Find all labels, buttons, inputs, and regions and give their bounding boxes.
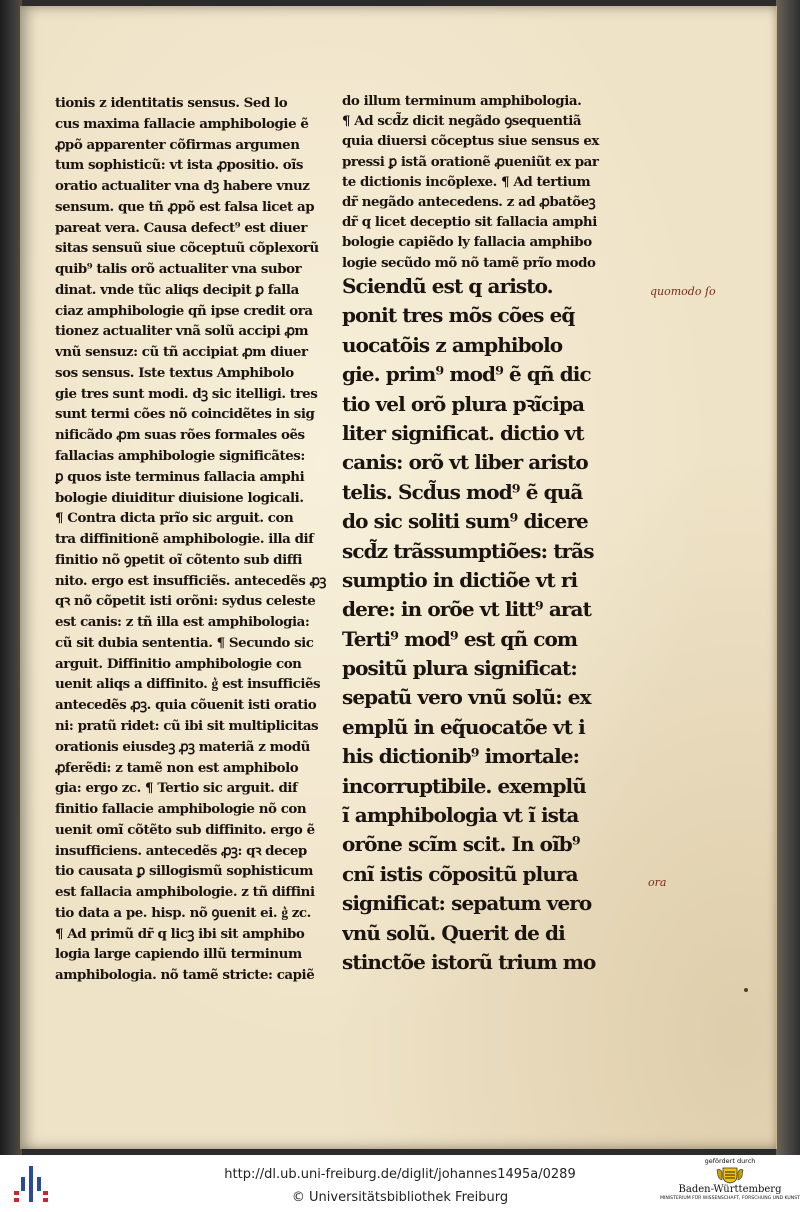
- text-line: tio causata ꝑ sillogismũ sophisticum: [55, 863, 313, 880]
- text-line: gie tres sunt modi. dꝫ sic itelligi. tres: [55, 385, 318, 402]
- text-line: finitio fallacie amphibologie nõ con: [55, 801, 307, 818]
- text-line: fallacias amphibologie significãtes:: [55, 448, 305, 465]
- text-line: liter significat. dictio vt: [342, 420, 584, 445]
- text-line: pareat vera. Causa defect⁹ est diuer: [55, 219, 307, 236]
- text-line: Sciendũ est q aristo.: [342, 274, 553, 298]
- page-edge: [776, 0, 800, 1155]
- text-line: orationis eiusdeꝫ ꝓꝫ materiã z modũ: [55, 738, 310, 755]
- text-line: vnũ solũ. Querit de di: [342, 920, 565, 945]
- page-url-link[interactable]: http://dl.ub.uni-freiburg.de/diglit/johannes1495a/0289: [224, 1167, 576, 1182]
- text-line: uenit omĩ cõtẽto sub diffinito. ergo ẽ: [55, 821, 315, 838]
- text-line: Terti⁹ mod⁹ est qñ com: [342, 626, 578, 651]
- text-line: telis. Scd̃us mod⁹ ẽ quã: [342, 479, 583, 504]
- text-line: antecedẽs ꝓꝫ. quia cõuenit isti oratio: [55, 697, 317, 714]
- viewer-footer: [0, 1155, 800, 1212]
- text-line: significat: sepatum vero: [342, 891, 592, 916]
- text-line: cus maxima fallacie amphibologie ẽ: [55, 115, 309, 132]
- text-line: ¶ Ad scd̃z dicit negãdo ꝯsequentiã: [342, 113, 582, 130]
- text-line: sumptio in dictiõe vt ri: [342, 567, 578, 592]
- text-line: ciaz amphibologie qñ ipse credit ora: [55, 302, 313, 319]
- text-line: ꝑ quos iste terminus fallacia amphi: [55, 468, 305, 485]
- text-line: stinctõe istorũ trium mo: [342, 949, 596, 974]
- text-line: ¶ Ad primũ dr̃ q licꝫ ibi sit amphibo: [55, 925, 305, 942]
- text-line: sitas sensuũ siue cõceptuũ cõplexorũ: [55, 240, 319, 257]
- text-line: qꝛ nõ cõpetit isti orõni: sydus celeste: [55, 593, 316, 610]
- text-line: sos sensus. Iste textus Amphibolo: [55, 364, 294, 381]
- text-line: logia large capiendo illũ terminum: [55, 946, 302, 963]
- text-line: nificãdo ꝓm suas rões formales oẽs: [55, 427, 305, 444]
- text-line: incorruptibile. exemplũ: [342, 773, 586, 798]
- text-line: positũ plura significat:: [342, 656, 577, 681]
- text-line: gia: ergo zc. ¶ Tertio sic arguit. dif: [55, 780, 298, 797]
- sponsor-ministry: MINISTERIUM FÜR WISSENSCHAFT, FORSCHUNG UND KUNST: [660, 1196, 800, 1201]
- text-line: sensum. que tñ ꝓpõ est falsa licet ap: [55, 198, 315, 215]
- text-line: orõne scĩm scit. In oĩb⁹: [342, 832, 580, 857]
- text-line: do illum terminum amphibologia.: [342, 93, 582, 109]
- text-line: ꝓpõ apparenter cõfirmas argumen: [55, 136, 300, 153]
- text-line: oratio actualiter vna dꝫ habere vnuz: [55, 178, 310, 195]
- text-line: ponit tres mõs cões eq̃: [342, 303, 575, 328]
- text-line: his dictionib⁹ imortale:: [342, 744, 580, 769]
- book-binding: [0, 0, 22, 1155]
- text-line: sunt termi cões nõ coincidẽtes in sig: [55, 406, 315, 423]
- text-line: ĩ amphibologia vt ĩ ista: [342, 803, 579, 828]
- text-line: tionez actualiter vnã solũ accipi ꝓm: [55, 323, 309, 340]
- text-line: dr̃ q licet deceptio sit fallacia amphi: [342, 214, 597, 231]
- text-line: logie secũdo mõ nõ tamẽ prĩo modo: [342, 254, 596, 271]
- copyright-notice: © Universitätsbibliothek Freiburg: [291, 1190, 509, 1205]
- text-line: uenit aliqs a diffinito. g͛ est insufficiẽs: [55, 676, 321, 693]
- text-line: pressi ꝑ istã orationẽ ꝓueniũt ex par: [342, 153, 599, 170]
- text-column-right-commentary: [342, 91, 636, 273]
- text-line: amphibologia. nõ tamẽ stricte: capiẽ: [55, 967, 315, 984]
- text-line: gie. prim⁹ mod⁹ ẽ qñ dic: [342, 362, 591, 387]
- text-line: arguit. Diffinitio amphibologie con: [55, 655, 302, 672]
- text-line: ¶ Contra dicta prĩo sic arguit. con: [55, 510, 294, 527]
- sponsor-prefix: gefördert durch: [704, 1157, 756, 1165]
- text-line: nito. ergo est insufficiẽs. antecedẽs ꝓꝫ: [55, 572, 326, 589]
- text-line: dinat. vnde tũc aliqs decipit ꝑ falla: [55, 281, 299, 298]
- text-line: est fallacia amphibologie. z tñ diffini: [55, 884, 315, 901]
- marginal-note: ora: [648, 876, 667, 889]
- text-line: bologie capiẽdo ly fallacia amphibo: [342, 234, 592, 251]
- text-line: finitio nõ ꝯpetit oĩ cõtento sub diffi: [55, 551, 302, 568]
- text-line: ꝓferẽdi: z tamẽ non est amphibolo: [55, 759, 299, 776]
- text-line: te dictionis incõplexe. ¶ Ad tertium: [342, 173, 591, 190]
- text-line: quia diuersi cõceptus siue sensus ex: [342, 133, 599, 150]
- text-line: uocatõis z amphibolo: [342, 332, 563, 357]
- text-line: vnũ sensuz: cũ tñ accipiat ꝓm diuer: [55, 344, 308, 361]
- text-line: insufficiens. antecedẽs ꝓꝫ: qꝛ decep: [55, 842, 307, 859]
- text-line: est canis: z tñ illa est amphibologia:: [55, 614, 310, 631]
- text-line: dere: in orõe vt litt⁹ arat: [342, 597, 591, 622]
- text-column-right-main: [342, 272, 642, 977]
- marginal-note: quomodo ſo: [650, 285, 716, 298]
- text-line: tio data a pe. hisp. nõ ꝯuenit ei. g͛ zc.: [55, 904, 311, 921]
- text-line: tra diffinitionẽ amphibologie. illa dif: [55, 531, 314, 548]
- text-line: canis: orõ vt liber aristo: [342, 450, 588, 475]
- text-line: scd̃z trãssumptiões: trãs: [342, 538, 594, 563]
- text-line: do sic soliti sum⁹ dicere: [342, 509, 588, 534]
- text-line: cnĩ istis cõpositũ plura: [342, 861, 578, 886]
- text-line: dr̃ negãdo antecedens. z ad ꝓbatõeꝫ: [342, 193, 596, 210]
- text-line: tum sophisticũ: vt ista ꝓpositio. oĩs: [55, 157, 303, 174]
- sponsor-logo[interactable]: [660, 1155, 800, 1212]
- text-line: tio vel orõ plura pꝛĩcipa: [342, 391, 585, 416]
- text-line: cũ sit dubia sententia. ¶ Secundo sic: [55, 634, 314, 651]
- text-line: quib⁹ talis orõ actualiter vna subor: [55, 261, 302, 278]
- coat-of-arms-icon: [715, 1166, 745, 1184]
- ink-spot: [744, 988, 748, 992]
- text-line: tionis z identitatis sensus. Sed lo: [55, 95, 288, 111]
- text-column-left: [55, 93, 339, 986]
- text-line: bologie diuiditur diuisione logicali.: [55, 489, 304, 506]
- text-line: emplũ in eq̃uocatõe vt i: [342, 714, 585, 739]
- sponsor-name: Baden-Württemberg: [678, 1184, 782, 1195]
- text-line: sepatũ vero vnũ solũ: ex: [342, 685, 591, 710]
- text-line: ni: pratũ ridet: cũ ibi sit multiplicitas: [55, 717, 319, 734]
